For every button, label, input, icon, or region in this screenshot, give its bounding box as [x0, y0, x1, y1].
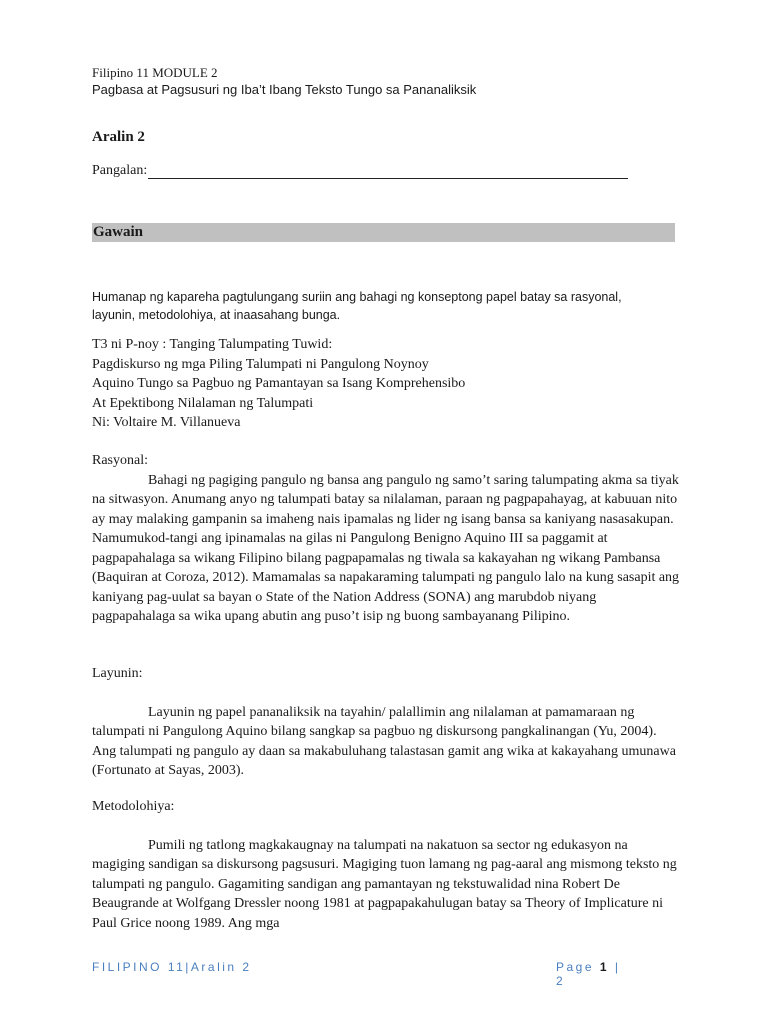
- footer-page-number: [556, 960, 632, 988]
- paper-author: Ni: Voltaire M. Villanueva: [92, 415, 241, 430]
- layunin-section: [92, 664, 682, 781]
- layunin-text: Layunin ng papel pananaliksik na tayahin/ palallimin ang nilalaman at pamamaraan ng talumpati ni Pangulong Aquino bilang sangkap sa pagbuo ng diskursong pangkalinangan (Yu, 2004). Ang talumpati ng pangulo ay daan sa makabuluhang talastasan gamit ang wika at kakayahang umunawa (Fortunato at Sayas, 2003).: [92, 704, 676, 778]
- name-label: Pangalan:: [92, 163, 148, 178]
- footer-page-total: | 2: [556, 960, 621, 988]
- footer-page-current: 1: [599, 960, 610, 974]
- footer-course-label: FILIPINO 11|Aralin 2: [92, 960, 252, 974]
- paper-title-line: T3 ni P-noy : Tanging Talumpating Tuwid:: [92, 337, 333, 352]
- rasyonal-section: [92, 451, 682, 627]
- name-blank-line[interactable]: [148, 164, 628, 179]
- lesson-heading: Aralin 2: [92, 129, 145, 145]
- activity-heading-bar: [92, 223, 675, 242]
- rasyonal-text: Bahagi ng pagiging pangulo ng bansa ang pangulo ng samo’t saring talumpating akma sa tiyak na sitwasyon. Anumang anyo ng talumpati batay sa nilalaman, paraan ng pagpapahayag, at kabuuan nito ay may malaking gampanin sa imaheng nais ipamalas ng lider ng isang bansa sa kaniyang nasasakupan. Namumukod-tangi ang ipinamalas na gilas ni Pangulong Benigno Aquino III sa paggamit at pagpapahalaga sa wikang Filipino bilang pagpapamalas ng tiwala sa kakayahan ng wikang Pambansa (Baquiran at Coroza, 2012). Mamamalas sa napakaraming talumpati ng pangulo lalo na kung sasapit ang kaniyang pag-uulat sa bayan o State of the Nation Address (SONA) ang marubdob niyang pagpapahalaga sa wika upang abutin ang puso’t isip ng buong sambayanang Pilipino.: [92, 472, 680, 624]
- activity-instructions: Humanap ng kapareha pagtulungang suriin ang bahagi ng konseptong papel batay sa rasyonal, layunin, metodolohiya, at inaasahang bunga.: [92, 290, 622, 322]
- metodolohiya-text: Pumili ng tatlong magkakaugnay na talumpati na nakatuon sa sector ng edukasyon na magiging sandigan sa diskursong pagsusuri. Magiging tuon lamang ng pag-aaral ang mismong teksto ng talumpati ng pangulo. Gagamiting sandigan ang pamantayan ng tekstuwalidad nina Robert De Beaugrande at Wolfgang Dressler noong 1981 at pagpapakahulugan batay sa Theory of Implicature ni Paul Grice noong 1989. Ang mga: [92, 837, 677, 931]
- module-subtitle: Pagbasa at Pagsusuri ng Iba’t Ibang Teksto Tungo sa Pananaliksik: [92, 82, 477, 97]
- paper-title-line: Aquino Tungo sa Pagbuo ng Pamantayan sa Isang Komprehensibo: [92, 376, 466, 391]
- paper-title-line: At Epektibong Nilalaman ng Talumpati: [92, 395, 314, 411]
- footer-page-prefix: Page: [556, 960, 600, 974]
- module-header: Filipino 11 MODULE 2: [92, 65, 218, 80]
- paper-title-block: [92, 335, 465, 433]
- metodolohiya-section: [92, 797, 682, 933]
- layunin-label: Layunin:: [92, 666, 143, 681]
- activity-heading: Gawain: [93, 224, 144, 240]
- paper-title-line: Pagdiskurso ng mga Piling Talumpati ni Pangulong Noynoy: [92, 356, 429, 372]
- metodolohiya-label: Metodolohiya:: [92, 799, 175, 814]
- name-field-row: [92, 163, 628, 179]
- rasyonal-label: Rasyonal:: [92, 453, 148, 468]
